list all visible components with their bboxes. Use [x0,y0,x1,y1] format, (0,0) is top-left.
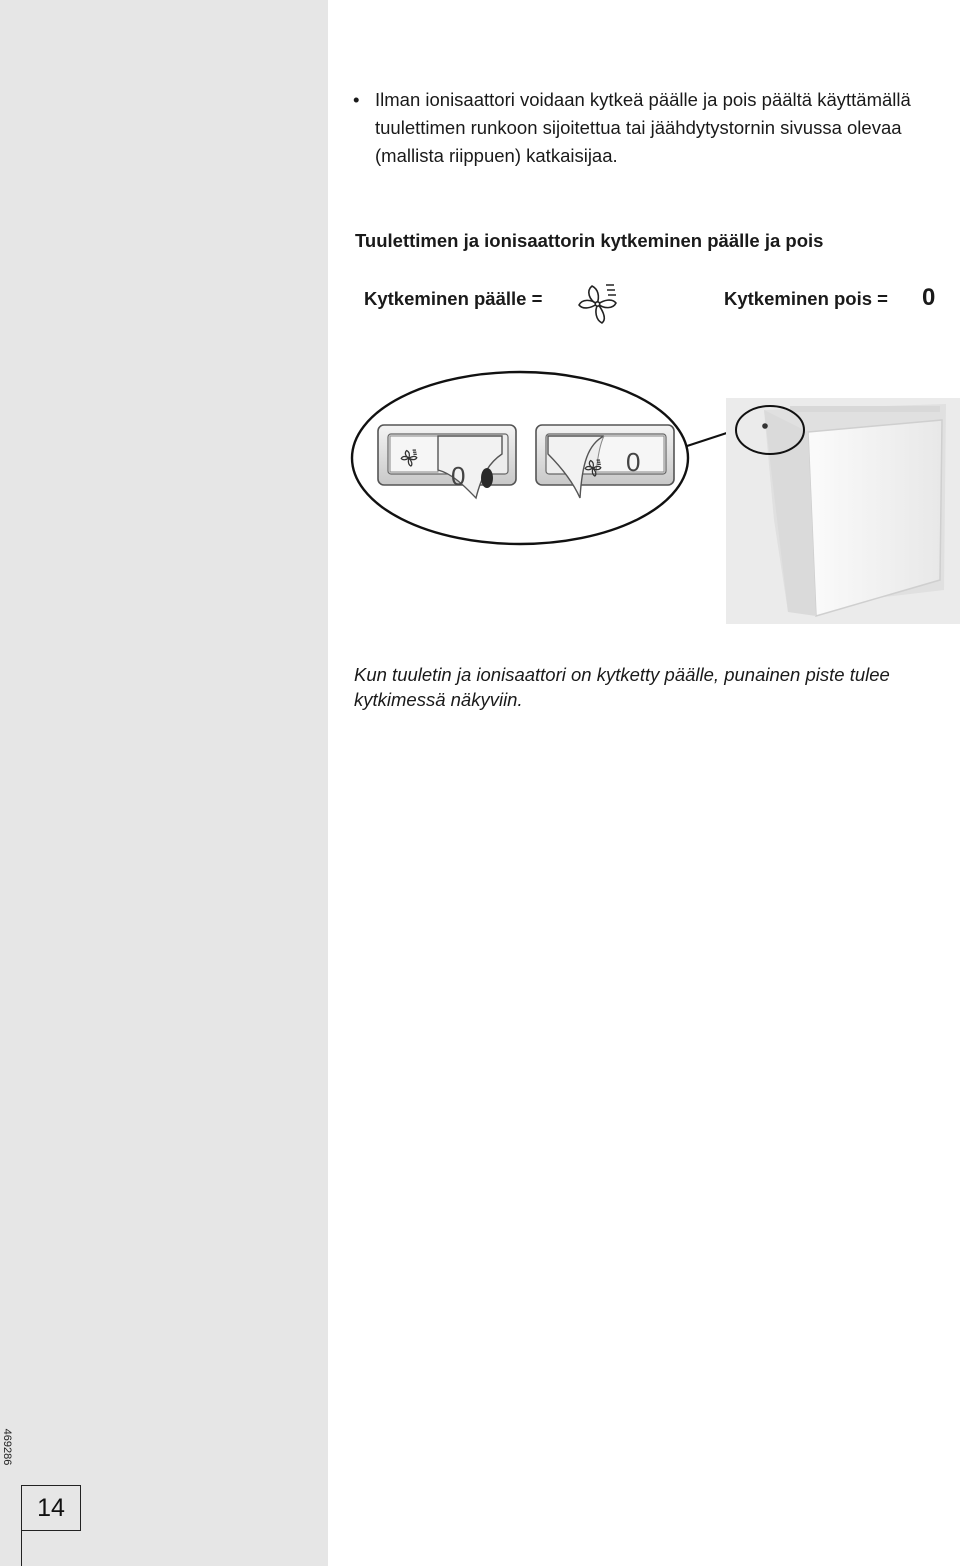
sidebar-divider [21,1530,22,1566]
switch-off-zero: 0 [626,447,641,477]
switch-illustration [350,370,960,632]
switch-off-label: Kytkeminen pois = [724,288,888,309]
appliance-panel [726,398,960,624]
bullet-marker: • [353,89,360,110]
bullet-text: Ilman ionisaattori voidaan kytkeä päälle ja pois päältä käyttämällä tuulettimen runkoon sijoitettua tai jäähdytystornin sivussa olevaa (mallista riippuen) katkaisijaa. [375,89,911,166]
section-heading: Tuulettimen ja ionisaattorin kytkeminen päälle ja pois [355,230,824,251]
switch-on-zero: 0 [451,461,466,491]
off-symbol: 0 [922,284,936,311]
page-sidebar [0,0,328,1566]
caption-text: Kun tuuletin ja ionisaattori on kytketty päälle, punainen piste tulee kytkimessä näkyviin. [354,664,890,710]
fan-icon [576,280,622,326]
bullet-item [353,86,953,170]
switch-on-label: Kytkeminen päälle = [364,288,543,309]
document-code: 469286 [1,1428,13,1466]
page-number: 14 [21,1485,81,1531]
